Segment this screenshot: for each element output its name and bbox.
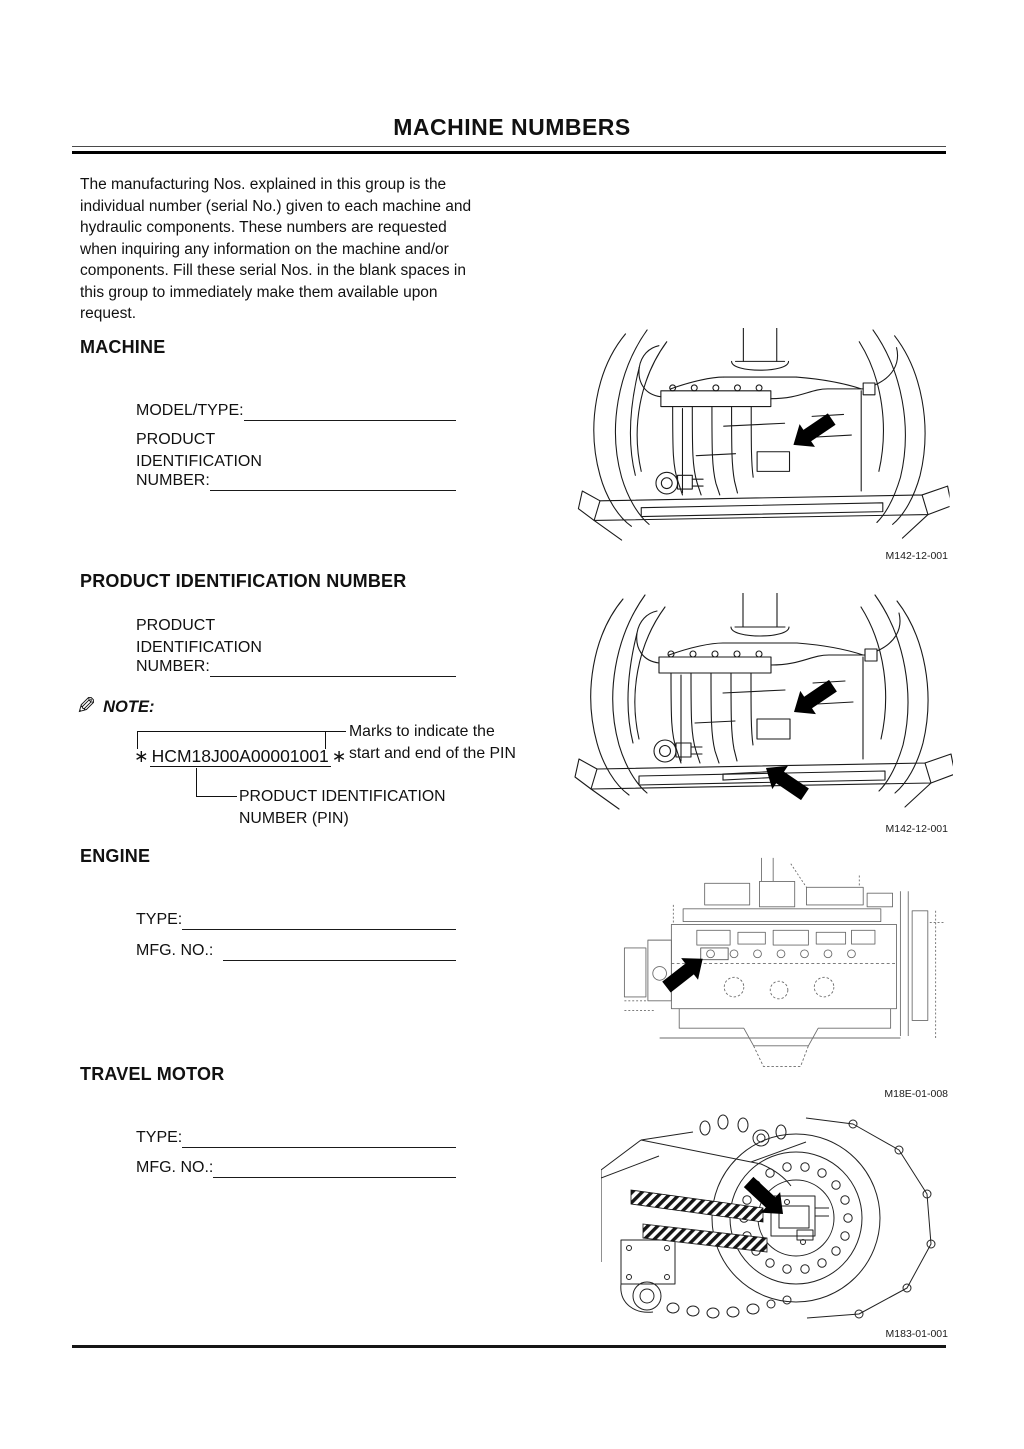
figure-caption: M142-12-001 <box>885 550 948 562</box>
travel-motor-mfg-label: MFG. NO.: <box>136 1159 214 1176</box>
travel-motor-type-blank <box>182 1128 456 1148</box>
machine-model-type-label: MODEL/TYPE: <box>136 402 244 419</box>
machine-pin-label-line: PRODUCT <box>136 431 216 448</box>
pin-label-line: IDENTIFICATION <box>136 639 262 656</box>
section-heading-engine: ENGINE <box>80 846 151 866</box>
annotation-line: NUMBER (PIN) <box>239 810 349 827</box>
title-rule <box>72 146 946 154</box>
figure-caption: M142-12-001 <box>885 823 948 835</box>
machine-pin-field <box>136 471 456 491</box>
pin-example-number: HCM18J00A00001001 <box>151 746 329 766</box>
intro-line: The manufacturing Nos. explained in this group is the <box>80 176 447 193</box>
note-label: NOTE: <box>103 697 155 716</box>
travel-motor-type-field <box>136 1128 456 1148</box>
pin-label-line: NUMBER: <box>136 658 210 675</box>
pin-end-mark: ∗ <box>331 746 347 766</box>
section-heading-machine: MACHINE <box>80 337 166 357</box>
pin-number-annotation <box>239 786 446 830</box>
pin-blank <box>210 657 456 677</box>
engine-mfg-label: MFG. NO.: <box>136 942 214 959</box>
note-row <box>76 695 154 719</box>
annotation-line: start and end of the PIN <box>349 745 516 762</box>
annotation-line: PRODUCT IDENTIFICATION <box>239 788 446 805</box>
section-heading-travel-motor: TRAVEL MOTOR <box>80 1064 225 1084</box>
figure-caption: M183-01-001 <box>885 1328 948 1340</box>
engine-type-field <box>136 910 456 930</box>
machine-model-type-blank <box>244 401 456 421</box>
section-heading-pin: PRODUCT IDENTIFICATION NUMBER <box>80 571 407 591</box>
annotation-line: Marks to indicate the <box>349 723 495 740</box>
figure-caption: M18E-01-008 <box>884 1088 948 1100</box>
intro-paragraph <box>80 174 550 325</box>
intro-line: when inquiring any information on the machine and/or <box>80 240 449 258</box>
figure-travel-motor-number-location <box>600 1112 952 1324</box>
pin-start-mark: ∗ <box>134 746 149 766</box>
intro-line: this group to immediately make them available upon <box>80 283 438 301</box>
figure-machine-pin-frame-location <box>573 592 953 816</box>
figure-engine-number-location <box>610 854 952 1084</box>
pin-field <box>136 657 456 677</box>
pencil-icon: ✎ <box>76 693 97 720</box>
machine-pin-label-line: IDENTIFICATION <box>136 453 262 470</box>
pin-number-leader-line <box>196 768 237 797</box>
page-bottom-rule <box>72 1345 946 1348</box>
pin-example <box>133 746 347 767</box>
intro-line: request. <box>80 305 137 322</box>
travel-motor-mfg-blank <box>213 1158 456 1178</box>
engine-type-blank <box>182 910 456 930</box>
engine-type-label: TYPE: <box>136 911 183 928</box>
intro-line: hydraulic components. These numbers are requested <box>80 219 447 236</box>
travel-motor-type-label: TYPE: <box>136 1129 183 1146</box>
intro-line: individual number (serial No.) given to each machine and <box>80 197 472 215</box>
travel-motor-mfg-field <box>136 1158 456 1178</box>
engine-mfg-blank <box>223 941 456 961</box>
pin-marks-annotation <box>349 721 516 765</box>
pin-label-line: PRODUCT <box>136 617 216 634</box>
machine-pin-blank <box>210 471 456 491</box>
figure-machine-pin-location <box>573 328 953 546</box>
machine-model-type-field <box>136 401 456 421</box>
pin-marks-leader-line <box>325 731 346 732</box>
page-title: MACHINE NUMBERS <box>393 114 631 140</box>
machine-pin-label-line: NUMBER: <box>136 472 210 489</box>
intro-line: components. Fill these serial Nos. in the blank spaces in <box>80 262 466 279</box>
engine-mfg-field <box>136 941 456 961</box>
